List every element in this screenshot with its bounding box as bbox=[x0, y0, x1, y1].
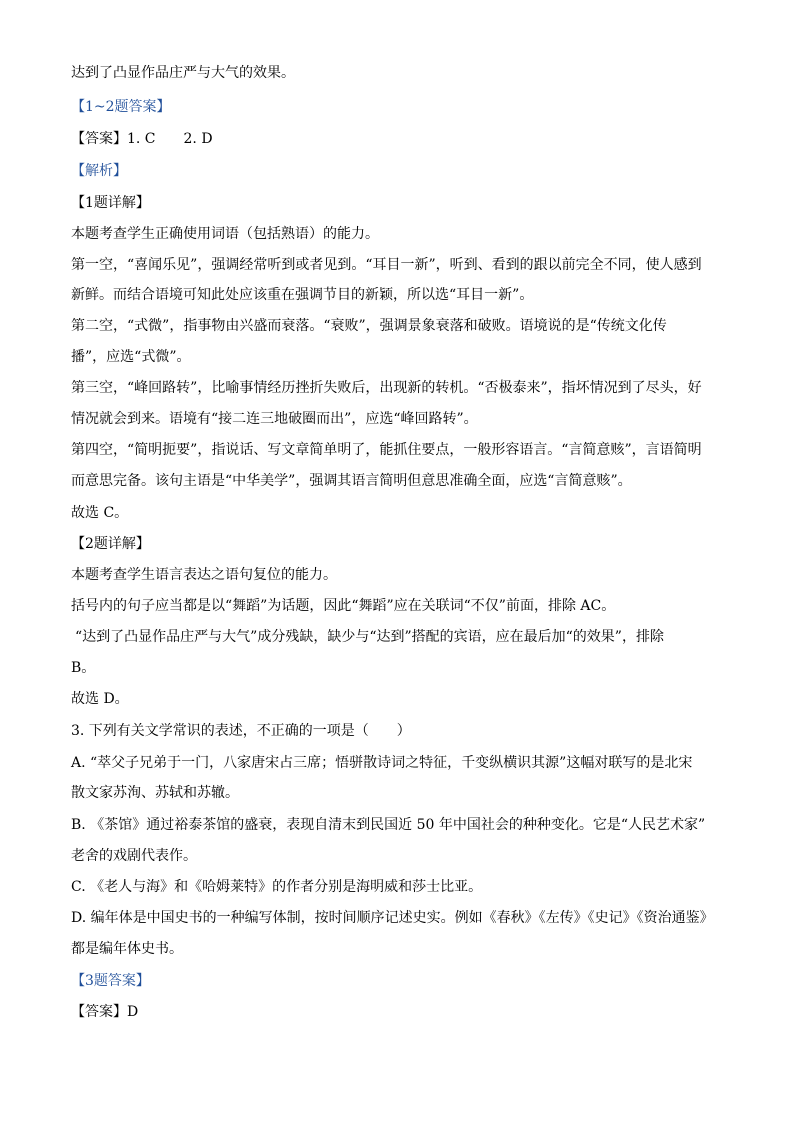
text-line: 故选 C。 bbox=[71, 505, 129, 521]
option-a: A. “萃父子兄弟于一门，八家唐宋占三席；悟骈散诗词之特征，千变纵横识其源”这幅对联写的是北宋 bbox=[71, 755, 693, 771]
subsection-heading: 【1题详解】 bbox=[71, 195, 150, 211]
answer-line: 【答案】D bbox=[71, 1004, 139, 1020]
analysis-heading: 【解析】 bbox=[71, 163, 127, 179]
text-line: 第三空，“峰回路转”，比喻事情经历挫折失败后，出现新的转机。“否极泰来”，指坏情况到了尽头，好 bbox=[71, 380, 702, 396]
text-line: 达到了凸显作品庄严与大气的效果。 bbox=[71, 65, 295, 81]
text-line: 括号内的句子应当都是以“舞蹈”为话题，因此“舞蹈”应在关联词“不仅”前面，排除 AC。 bbox=[71, 598, 616, 614]
text-line: 本题考查学生正确使用词语（包括熟语）的能力。 bbox=[71, 226, 379, 242]
option-b: B. 《茶馆》通过裕泰茶馆的盛衰，表现自清末到民国近 50 年中国社会的种种变化。它是“人民艺术家” bbox=[71, 817, 706, 833]
section-heading: 【1~2题答案】 bbox=[71, 99, 171, 115]
option-d: D. 编年体是中国史书的一种编写体制，按时间顺序记述史实。例如《春秋》《左传》《史记》《资治通鉴》 bbox=[71, 910, 714, 926]
question-stem: 3. 下列有关文学常识的表述，不正确的一项是（ ） bbox=[71, 723, 411, 739]
option-d-cont: 都是编年体史书。 bbox=[71, 941, 183, 957]
text-line: “达到了凸显作品庄严与大气”成分残缺，缺少与“达到”搭配的宾语，应在最后加“的效果”，排除 bbox=[75, 629, 664, 645]
text-line: 第二空，“式微”，指事物由兴盛而衰落。“衰败”，强调景象衰落和破败。语境说的是“传统文化传 bbox=[71, 318, 667, 334]
text-line: 故选 D。 bbox=[71, 691, 129, 707]
text-line: 第一空，“喜闻乐见”，强调经常听到或者见到。“耳目一新”，听到、看到的跟以前完全不同，使人感到 bbox=[71, 257, 702, 273]
text-line: 而意思完备。该句主语是“中华美学”，强调其语言简明但意思准确全面，应选“言简意赅”。 bbox=[71, 473, 632, 489]
answer-line: 【答案】1. C 2. D bbox=[71, 131, 213, 147]
text-line: B。 bbox=[71, 660, 96, 676]
section-heading: 【3题答案】 bbox=[71, 973, 150, 989]
subsection-heading: 【2题详解】 bbox=[71, 536, 150, 552]
text-line: 播”，应选“式微”。 bbox=[71, 349, 191, 365]
text-line: 新鲜。而结合语境可知此处应该重在强调节目的新颖，所以选“耳目一新”。 bbox=[71, 287, 534, 303]
text-line: 情况就会到来。语境有“接二连三地破圈而出”，应选“峰回路转”。 bbox=[71, 411, 478, 427]
option-c: C. 《老人与海》和《哈姆莱特》的作者分别是海明威和莎士比亚。 bbox=[71, 879, 483, 895]
option-a-cont: 散文家苏洵、苏轼和苏辙。 bbox=[71, 785, 239, 801]
text-line: 本题考查学生语言表达之语句复位的能力。 bbox=[71, 567, 337, 583]
option-b-cont: 老舍的戏剧代表作。 bbox=[71, 848, 197, 864]
text-line: 第四空，“简明扼要”，指说话、写文章简单明了，能抓住要点，一般形容语言。“言简意赅”，言语简明 bbox=[71, 442, 702, 458]
